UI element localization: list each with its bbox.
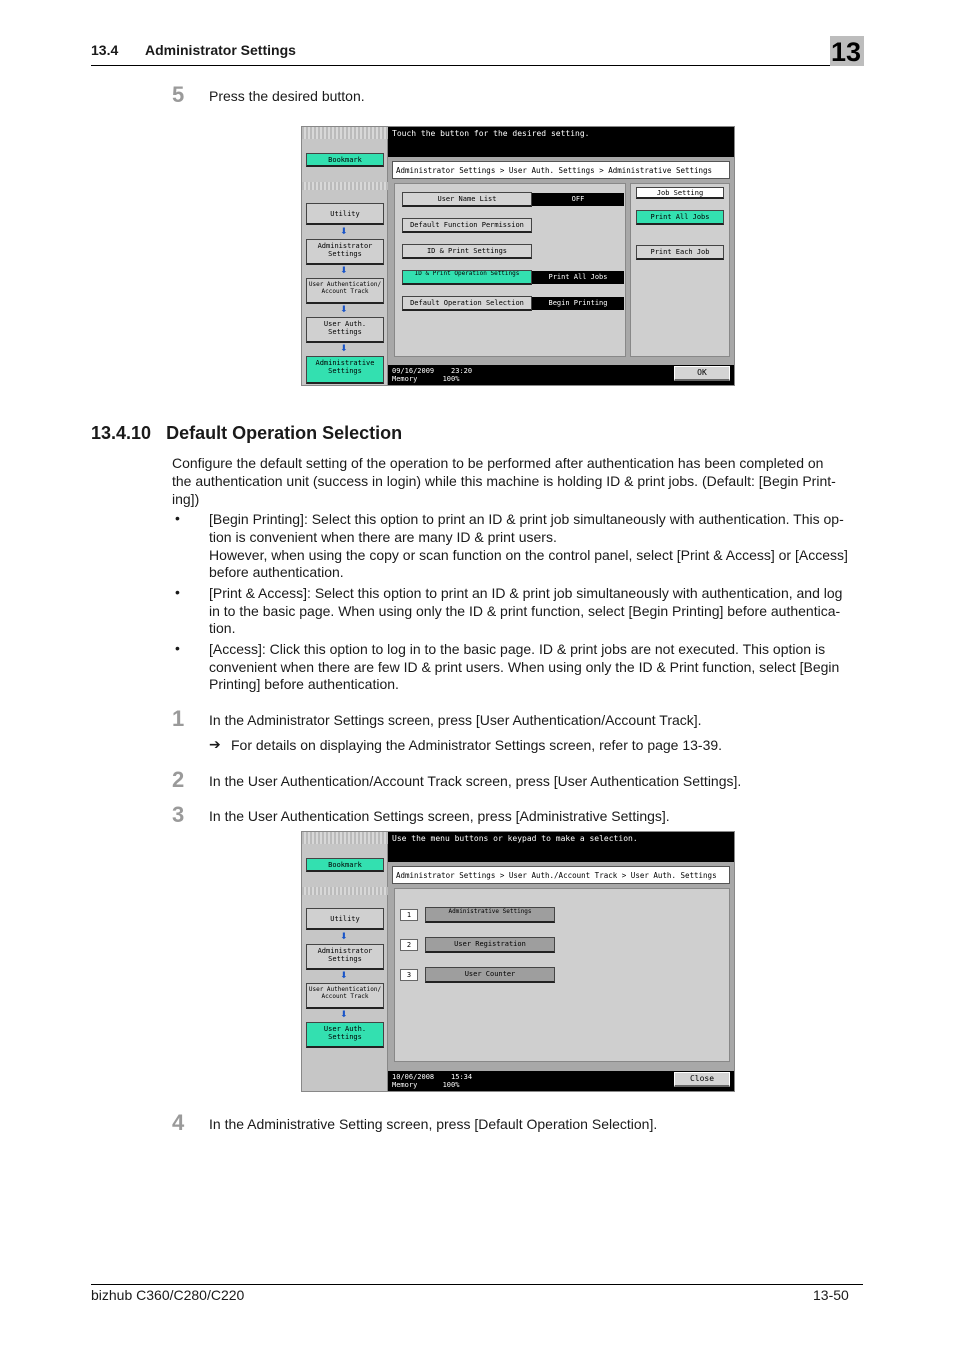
top-message: Touch the button for the desired setting.: [388, 127, 734, 157]
intro-line: Configure the default setting of the operation to be performed after authentication has been completed on: [172, 455, 824, 471]
sidebar-hatch: [302, 887, 388, 895]
header-section-title: Administrator Settings: [145, 42, 296, 58]
administrative-settings-button[interactable]: Administrative Settings: [425, 907, 555, 923]
breadcrumb: Administrator Settings > User Auth./Account Track > User Auth. Settings: [392, 866, 730, 884]
step-text: In the Administrative Setting screen, press [Default Operation Selection].: [209, 1116, 658, 1132]
section-title: Default Operation Selection: [166, 423, 403, 443]
bullet-line: Printing] before authentication.: [209, 676, 399, 692]
bullet-line: tion is convenient when there are many ID & print users.: [209, 529, 557, 545]
step-number: 4: [172, 1110, 185, 1135]
default-operation-selection-value: Begin Printing: [532, 297, 624, 310]
bullet-line: before authentication.: [209, 564, 344, 580]
step-text: In the User Authentication/Account Track screen, press [User Authentication Settings].: [209, 773, 742, 789]
bullet-line: [Print & Access]: Select this option to print an ID & print job simultaneously with authentication, and log: [209, 585, 843, 601]
down-arrow-icon: ⬇: [340, 970, 348, 980]
step-text: In the User Authentication Settings screen, press [Administrative Settings].: [209, 808, 670, 824]
section-number: 13.4.10: [91, 423, 152, 443]
default-function-permission-button[interactable]: Default Function Permission: [402, 218, 532, 233]
footer-page-number: 13-50: [813, 1287, 849, 1303]
memory-value: 100%: [442, 1081, 460, 1089]
down-arrow-icon: ⬇: [340, 931, 348, 941]
step-number: 3: [172, 802, 185, 827]
sidebar-hatch: [302, 182, 388, 190]
time-display: 23:20: [451, 367, 473, 375]
footer-product: bizhub C360/C280/C220: [91, 1287, 245, 1303]
user-name-list-value: OFF: [532, 193, 624, 206]
user-registration-button[interactable]: User Registration: [425, 937, 555, 953]
section-heading: [91, 423, 402, 444]
sidebar-bookmark-button[interactable]: Bookmark: [306, 858, 384, 872]
time-display: 15:34: [451, 1073, 473, 1081]
sidebar-user-auth-settings-button[interactable]: User Auth. Settings: [306, 1022, 384, 1048]
bullet-line: However, when using the copy or scan function on the control panel, select [Print & Access] or [Access]: [209, 547, 848, 563]
screenshot-user-auth-settings: [301, 831, 735, 1092]
intro-line: ing]): [172, 491, 200, 507]
bullet-icon: •: [175, 640, 180, 656]
bullet-line: [Begin Printing]: Select this option to print an ID & print job simultaneously with authentication. This op-: [209, 511, 844, 527]
print-each-job-button[interactable]: Print Each Job: [636, 245, 724, 260]
menu-item-number: 1: [400, 909, 418, 921]
header-section-number: 13.4: [91, 42, 119, 58]
sidebar: [302, 832, 388, 1091]
screenshot-administrative-settings: [301, 126, 735, 386]
step-note: For details on displaying the Administrator Settings screen, refer to page 13-39.: [231, 737, 723, 753]
print-all-jobs-button[interactable]: Print All Jobs: [636, 210, 724, 225]
user-name-list-button[interactable]: User Name List: [402, 192, 532, 207]
down-arrow-icon: ⬇: [340, 226, 348, 236]
down-arrow-icon: ⬇: [340, 343, 348, 353]
id-print-operation-settings-button[interactable]: ID & Print Operation Settings: [402, 270, 532, 285]
step-text: Press the desired button.: [209, 88, 365, 104]
step-number: 5: [172, 82, 185, 107]
sidebar-administrator-settings-button[interactable]: Administrator Settings: [306, 239, 384, 265]
default-operation-selection-button[interactable]: Default Operation Selection: [402, 296, 532, 311]
bullet-icon: •: [175, 510, 180, 526]
bullet-line: tion.: [209, 620, 236, 636]
sidebar-utility-button[interactable]: Utility: [306, 203, 384, 225]
sidebar-bookmark-button[interactable]: Bookmark: [306, 153, 384, 167]
sidebar: [302, 127, 388, 385]
bullet-line: [Access]: Click this option to log in to the basic page. ID & print jobs are not executed. This option is: [209, 641, 826, 657]
memory-value: 100%: [442, 375, 460, 383]
down-arrow-icon: ⬇: [340, 265, 348, 275]
id-print-operation-settings-value: Print All Jobs: [532, 271, 624, 284]
main-area: [388, 157, 734, 385]
date-display: 09/16/2009: [392, 367, 435, 375]
step-number: 1: [172, 706, 185, 731]
step-text: In the Administrator Settings screen, press [User Authentication/Account Track].: [209, 712, 702, 728]
menu-item-number: 2: [400, 939, 418, 951]
sidebar-hatch: [302, 127, 388, 139]
user-counter-button[interactable]: User Counter: [425, 967, 555, 983]
down-arrow-icon: ⬇: [340, 1009, 348, 1019]
bullet-line: in to the basic page. When using only the ID & print function, select [Begin Printing] before authentica-: [209, 603, 841, 619]
arrow-right-icon: ➔: [209, 736, 221, 752]
settings-panel: [394, 183, 626, 357]
main-area: [388, 862, 734, 1091]
chapter-number: 13: [830, 37, 862, 67]
breadcrumb: Administrator Settings > User Auth. Settings > Administrative Settings: [392, 161, 730, 179]
bullet-icon: •: [175, 584, 180, 600]
menu-panel: [394, 888, 730, 1062]
sidebar-hatch: [302, 832, 388, 844]
memory-label: Memory: [392, 375, 418, 383]
date-display: 10/06/2008: [392, 1073, 435, 1081]
memory-label: Memory: [392, 1081, 418, 1089]
bullet-line: convenient when there are few ID & print users. When using only the ID & Print function, select [Begin: [209, 659, 840, 675]
footer-rule: [91, 1284, 863, 1285]
top-message: Use the menu buttons or keypad to make a selection.: [388, 832, 734, 862]
sidebar-user-auth-settings-button[interactable]: User Auth. Settings: [306, 317, 384, 343]
header-rule: [91, 65, 863, 66]
down-arrow-icon: ⬇: [340, 304, 348, 314]
job-setting-label: Job Setting: [636, 187, 724, 199]
job-setting-panel: [630, 183, 730, 357]
sidebar-user-auth-account-track-button[interactable]: User Authentication/ Account Track: [306, 278, 384, 304]
intro-line: the authentication unit (success in login) while this machine is holding ID & print jobs. (Default: [Begin Print-: [172, 473, 836, 489]
menu-item-number: 3: [400, 969, 418, 981]
sidebar-administrator-settings-button[interactable]: Administrator Settings: [306, 944, 384, 970]
step-number: 2: [172, 767, 185, 792]
id-print-settings-button[interactable]: ID & Print Settings: [402, 244, 532, 259]
ok-button[interactable]: OK: [674, 366, 730, 381]
sidebar-user-auth-account-track-button[interactable]: User Authentication/ Account Track: [306, 983, 384, 1009]
close-button[interactable]: Close: [674, 1072, 730, 1087]
sidebar-utility-button[interactable]: Utility: [306, 908, 384, 930]
sidebar-administrative-settings-button[interactable]: Administrative Settings: [306, 356, 384, 384]
